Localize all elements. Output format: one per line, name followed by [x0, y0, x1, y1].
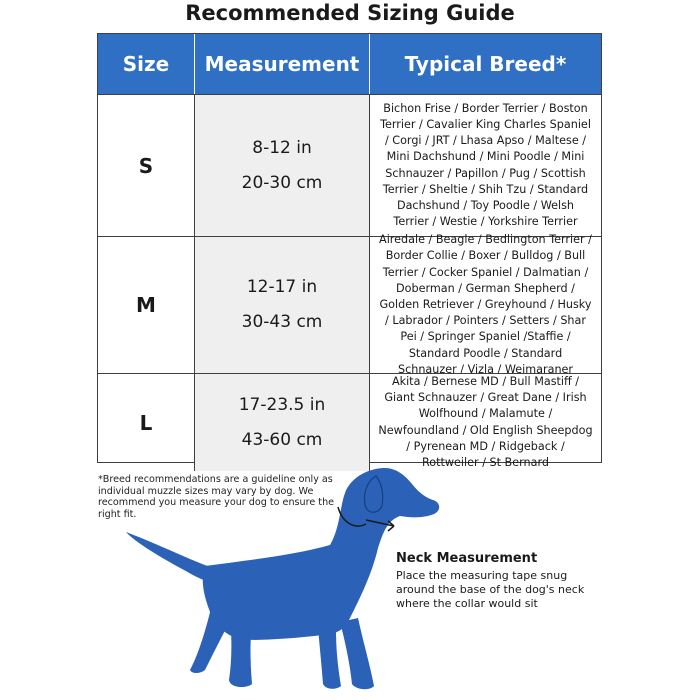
measurement-cm: 43-60 cm	[241, 429, 323, 450]
size-cell-m: M	[98, 236, 195, 373]
neck-measurement-title: Neck Measurement	[396, 551, 538, 566]
measurement-inches: 8-12 in	[252, 137, 312, 158]
page-title: Recommended Sizing Guide	[185, 1, 515, 25]
measurement-inches: 12-17 in	[246, 277, 318, 297]
measurement-cm: 30-43 cm	[241, 312, 323, 332]
sizing-table	[97, 33, 602, 470]
breed-cell-s: Bichon Frise / Border Terrier / Boston Terrier / Cavalier King Charles Spaniel / Corgi / JRT / Lhasa Apso / Maltese / Mini Dachshund / Mini Poodle / Mini Schnauzer / Papillon / Pug / Scottish Terrier / Sheltie / Shih Tzu / Standard Dachshund / Toy Poodle / Welsh Terrier / Westie / Yorkshire Terrier	[370, 94, 601, 236]
breed-cell-l: Akita / Bernese MD / Bull Mastiff / Giant Schnauzer / Great Dane / Irish Wolfhound / Malamute / Newfoundland / Old English Sheepdog / Pyrenean MD / Ridgeback / Rottweiler / St Bernard	[370, 373, 601, 471]
breed-cell-m: Airedale / Beagle / Bedlington Terrier / Border Collie / Boxer / Bulldog / Bull Terrier / Cocker Spaniel / Dalmatian / Doberman / German Shepherd / Golden Retriever / Greyhound / Husky / Labrador / Pointers / Setters / Shar Pei / Springer Spaniel /Staffie / Standard Poodle / Standard Schnauzer / Vizla / Weimaraner	[370, 236, 601, 373]
header-typical-breed: Typical Breed*	[370, 34, 601, 94]
measurement-cell-l	[195, 373, 370, 471]
header-measurement: Measurement	[195, 34, 370, 94]
measurement-inches: 17-23.5 in	[238, 394, 326, 415]
measurement-cell-s	[195, 94, 370, 236]
dog-silhouette-icon	[126, 468, 439, 689]
measurement-cm: 20-30 cm	[241, 172, 323, 193]
breed-footnote: *Breed recommendations are a guideline only as individual muzzle sizes may vary by dog. We recommend you measure your dog to ensure the right fit.	[98, 474, 335, 520]
measurement-cell-m	[195, 236, 370, 373]
neck-measurement-text: Place the measuring tape snug around the base of the dog's neck where the collar would sit	[396, 569, 585, 610]
size-cell-s: S	[98, 94, 195, 236]
header-size: Size	[98, 34, 195, 94]
size-cell-l: L	[98, 373, 195, 471]
